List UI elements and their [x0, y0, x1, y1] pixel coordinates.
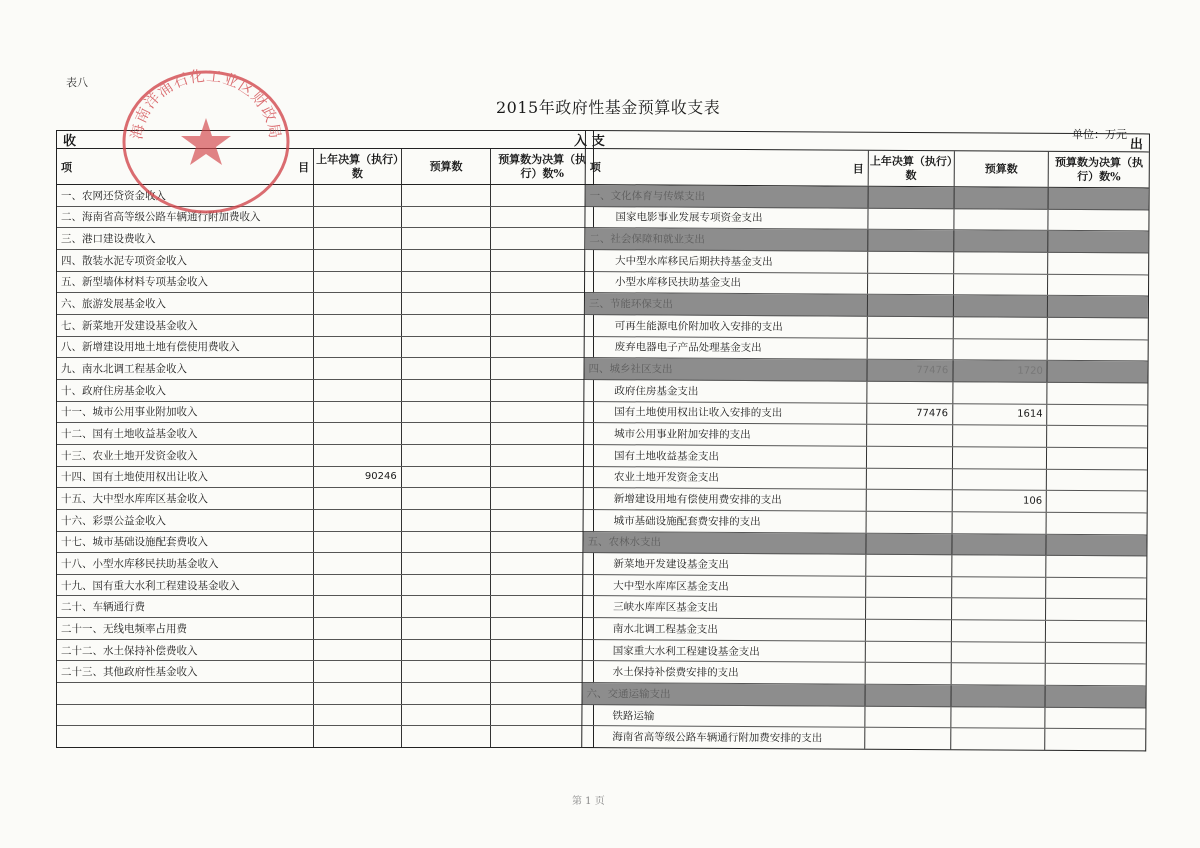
- row-prev-value: [866, 620, 952, 641]
- table-row: [582, 726, 1145, 750]
- row-item-name: 一、农网还贷资金收入: [57, 185, 314, 206]
- row-budget-value: [402, 337, 492, 358]
- row-ratio-value: [1047, 534, 1147, 555]
- row-ratio-value: [491, 683, 593, 704]
- table-row: [57, 661, 593, 683]
- row-prev-value: [314, 618, 402, 639]
- row-item-name: 十九、国有重大水利工程建设基金收入: [57, 575, 314, 596]
- row-item-name: 二、海南省高等级公路车辆通行附加费收入: [57, 207, 314, 228]
- row-budget-value: [951, 707, 1046, 728]
- row-prev-value: [314, 488, 402, 509]
- table-row: [57, 640, 593, 662]
- row-ratio-value: [491, 532, 593, 553]
- page-number: 第 1 页: [572, 796, 605, 807]
- row-ratio-value: [491, 293, 593, 314]
- row-item-name: 十一、城市公用事业附加收入: [57, 402, 314, 423]
- row-prev-value: [867, 468, 953, 489]
- row-ratio-value: [1047, 469, 1147, 490]
- row-ratio-value: [1048, 361, 1148, 382]
- row-budget-value: [952, 534, 1047, 555]
- row-ratio-value: [1047, 448, 1147, 469]
- row-item-name: 城市公用事业附加安排的支出: [584, 423, 867, 445]
- table-row: [57, 726, 593, 747]
- expense-table: [581, 130, 1150, 751]
- row-prev-value: [314, 445, 402, 466]
- row-ratio-value: [1049, 209, 1149, 230]
- table-row: [57, 228, 593, 250]
- row-budget-value: [952, 599, 1047, 620]
- row-budget-value: [952, 577, 1047, 598]
- row-prev-value: [314, 207, 402, 228]
- row-prev-value: [866, 533, 952, 554]
- row-prev-value: [867, 512, 953, 533]
- row-ratio-value: [491, 185, 593, 206]
- row-ratio-value: [1047, 513, 1147, 534]
- row-ratio-value: [491, 705, 593, 726]
- row-prev-value: [314, 185, 402, 206]
- table-row: [57, 380, 593, 402]
- row-item-name: 一、文化体育与传媒支出: [586, 185, 869, 207]
- row-ratio-value: [491, 315, 593, 336]
- row-budget-value: [402, 315, 492, 336]
- row-budget-value: [402, 510, 492, 531]
- row-ratio-value: [491, 402, 593, 423]
- row-budget-value: [952, 512, 1047, 533]
- row-item-name: 大中型水库库区基金支出: [583, 575, 866, 597]
- row-item-name: 十八、小型水库移民扶助基金收入: [57, 553, 314, 574]
- row-prev-value: [314, 228, 402, 249]
- row-budget-value: [402, 532, 492, 553]
- row-ratio-value: [1049, 231, 1149, 252]
- table-row: [57, 532, 593, 554]
- row-ratio-value: [1047, 491, 1147, 512]
- row-item-name: 海南省高等级公路车辆通行附加费安排的支出: [582, 726, 865, 748]
- column-header-ratio: 预算数为决算（执行）数%: [1054, 155, 1144, 183]
- row-ratio-value: [1049, 188, 1149, 209]
- row-prev-value: [314, 640, 402, 661]
- row-budget-value: [402, 207, 492, 228]
- row-item-name: 十三、农业土地开发资金收入: [57, 445, 314, 466]
- row-prev-value: [314, 380, 402, 401]
- row-item-name: 新增建设用地有偿使用费安排的支出: [584, 488, 867, 510]
- seal-text: 海南洋浦石化工业区财政局: [127, 66, 285, 141]
- column-header-item: 项 目: [586, 149, 869, 186]
- row-item-name: 南水北调工程基金支出: [583, 618, 866, 640]
- row-budget-value: [954, 296, 1049, 317]
- table-row: [57, 315, 593, 337]
- row-budget-value: [402, 705, 492, 726]
- row-ratio-value: [491, 596, 593, 617]
- row-prev-value: [314, 726, 402, 747]
- row-item-name: 废弃电器电子产品处理基金支出: [585, 337, 868, 359]
- row-budget-value: [402, 228, 492, 249]
- table-row: [57, 185, 593, 207]
- row-budget-value: [954, 252, 1049, 273]
- row-ratio-value: [491, 467, 593, 488]
- row-budget-value: [402, 467, 492, 488]
- row-prev-value: [314, 423, 402, 444]
- row-ratio-value: [1046, 729, 1146, 750]
- row-ratio-value: [1046, 643, 1146, 664]
- row-ratio-value: [1048, 296, 1148, 317]
- row-ratio-value: [491, 423, 593, 444]
- row-prev-value: 90246: [314, 467, 402, 488]
- row-ratio-value: [491, 272, 593, 293]
- row-budget-value: [402, 640, 492, 661]
- column-header-ratio: 预算数为决算（执行）数%: [498, 152, 587, 180]
- row-ratio-value: [491, 380, 593, 401]
- row-item-name: 五、农林水支出: [583, 531, 866, 553]
- row-ratio-value: [491, 207, 593, 228]
- row-ratio-value: [1048, 318, 1148, 339]
- row-prev-value: 77476: [867, 403, 953, 424]
- table-row: [57, 207, 593, 229]
- row-item-name: 二十、车辆通行费: [57, 596, 314, 617]
- row-budget-value: [402, 250, 492, 271]
- row-ratio-value: [491, 337, 593, 358]
- row-item-name: 十七、城市基础设施配套费收入: [57, 532, 314, 553]
- row-ratio-value: [491, 358, 593, 379]
- row-item-name: 国家重大水利工程建设基金支出: [583, 640, 866, 662]
- row-budget-value: 1614: [953, 404, 1048, 425]
- row-budget-value: 1720: [953, 361, 1048, 382]
- row-item-name: 十四、国有土地使用权出让收入: [57, 467, 314, 488]
- row-prev-value: [866, 555, 952, 576]
- row-budget-value: [954, 209, 1049, 230]
- table-row: [57, 358, 593, 380]
- row-ratio-value: [491, 726, 593, 747]
- table-row: [57, 553, 593, 575]
- table-row: [57, 575, 593, 597]
- row-item-name: 十二、国有土地收益基金收入: [57, 423, 314, 444]
- income-rows: [57, 185, 593, 747]
- unit-label: 单位：万元: [1072, 128, 1127, 141]
- column-header-item: 项 目: [57, 149, 314, 184]
- row-ratio-value: [491, 250, 593, 271]
- row-budget-value: [953, 339, 1048, 360]
- table-row: [57, 618, 593, 640]
- table-row: [57, 337, 593, 359]
- row-budget-value: [953, 469, 1048, 490]
- row-item-name: 大中型水库移民后期扶持基金支出: [585, 250, 868, 272]
- row-item-name: 城市基础设施配套费安排的支出: [584, 510, 867, 532]
- row-item-name: 国家电影事业发展专项资金支出: [585, 207, 868, 229]
- row-budget-value: [954, 231, 1049, 252]
- row-prev-value: [865, 728, 951, 749]
- row-item-name: 四、散装水泥专项资金收入: [57, 250, 314, 271]
- row-budget-value: [402, 488, 492, 509]
- row-budget-value: [953, 317, 1048, 338]
- row-item-name: 五、新型墙体材料专项基金收入: [57, 272, 314, 293]
- row-prev-value: [868, 295, 954, 316]
- page-title: 2015年政府性基金预算收支表: [496, 98, 721, 117]
- row-prev-value: [868, 208, 954, 229]
- row-budget-value: [402, 185, 492, 206]
- row-prev-value: [868, 317, 954, 338]
- row-item-name: 政府住房基金支出: [584, 380, 867, 402]
- section-label-left: 收: [63, 134, 77, 149]
- row-budget-value: [954, 274, 1049, 295]
- row-item-name: 六、旅游发展基金收入: [57, 293, 314, 314]
- row-budget-value: [402, 683, 492, 704]
- row-prev-value: [314, 661, 402, 682]
- row-budget-value: [402, 380, 492, 401]
- row-budget-value: [402, 726, 492, 747]
- table-row: [57, 445, 593, 467]
- row-budget-value: [951, 729, 1046, 750]
- row-budget-value: [402, 575, 492, 596]
- row-item-name: 铁路运输: [582, 705, 865, 727]
- row-item-name: 十、政府住房基金收入: [57, 380, 314, 401]
- row-budget-value: [402, 272, 492, 293]
- row-item-name: [57, 726, 314, 747]
- row-ratio-value: [491, 553, 593, 574]
- row-prev-value: [868, 338, 954, 359]
- column-header-prev: 上年决算（执行）数: [869, 151, 955, 187]
- row-ratio-value: [491, 510, 593, 531]
- row-ratio-value: [491, 445, 593, 466]
- row-prev-value: [865, 706, 951, 727]
- row-ratio-value: [1048, 383, 1148, 404]
- row-ratio-value: [1046, 599, 1146, 620]
- row-budget-value: [953, 447, 1048, 468]
- row-item-name: 十六、彩票公益金收入: [57, 510, 314, 531]
- row-prev-value: [866, 577, 952, 598]
- table-row: [57, 488, 593, 510]
- table-row: [57, 705, 593, 727]
- row-ratio-value: [491, 575, 593, 596]
- row-prev-value: [314, 402, 402, 423]
- row-budget-value: [402, 358, 492, 379]
- row-prev-value: [869, 187, 955, 208]
- row-prev-value: 77476: [867, 360, 953, 381]
- row-item-name: [57, 683, 314, 704]
- column-header-budget: 预算数: [402, 149, 492, 184]
- row-budget-value: [954, 187, 1049, 208]
- income-column-header: [57, 149, 593, 185]
- row-item-name: 二十二、水土保持补偿费收入: [57, 640, 314, 661]
- row-prev-value: [314, 553, 402, 574]
- row-prev-value: [314, 575, 402, 596]
- row-ratio-value: [1049, 253, 1149, 274]
- row-ratio-value: [491, 661, 593, 682]
- row-ratio-value: [491, 640, 593, 661]
- row-budget-value: [952, 620, 1047, 641]
- row-item-name: 三、节能环保支出: [585, 293, 868, 315]
- row-ratio-value: [491, 228, 593, 249]
- row-item-name: 国有土地收益基金支出: [584, 445, 867, 467]
- row-budget-value: [402, 596, 492, 617]
- row-item-name: 九、南水北调工程基金收入: [57, 358, 314, 379]
- row-item-name: 三峡水库库区基金支出: [583, 596, 866, 618]
- row-budget-value: [402, 445, 492, 466]
- row-budget-value: 106: [952, 490, 1047, 511]
- row-item-name: 新菜地开发建设基金支出: [583, 553, 866, 575]
- column-header-budget: 预算数: [954, 151, 1049, 187]
- row-prev-value: [314, 510, 402, 531]
- row-ratio-value: [1047, 556, 1147, 577]
- row-prev-value: [866, 663, 952, 684]
- row-budget-value: [402, 553, 492, 574]
- row-prev-value: [867, 447, 953, 468]
- table-row: [57, 293, 593, 315]
- section-label-right: 出: [1129, 137, 1143, 153]
- row-item-name: [57, 705, 314, 726]
- row-ratio-value: [1048, 404, 1148, 425]
- row-prev-value: [866, 642, 952, 663]
- row-budget-value: [951, 664, 1046, 685]
- row-budget-value: [402, 402, 492, 423]
- row-item-name: 农业土地开发资金支出: [584, 467, 867, 489]
- row-prev-value: [314, 315, 402, 336]
- row-budget-value: [402, 293, 492, 314]
- row-prev-value: [314, 272, 402, 293]
- row-ratio-value: [1046, 664, 1146, 685]
- row-budget-value: [952, 555, 1047, 576]
- row-item-name: 二、社会保障和就业支出: [585, 228, 868, 250]
- table-row: [57, 510, 593, 532]
- section-label-right: 入: [573, 134, 587, 149]
- income-section-header: [57, 131, 593, 149]
- expense-column-header: [586, 149, 1149, 188]
- row-item-name: 八、新增建设用地土地有偿使用费收入: [57, 337, 314, 358]
- row-prev-value: [867, 382, 953, 403]
- row-item-name: 二十三、其他政府性基金收入: [57, 661, 314, 682]
- row-budget-value: [951, 685, 1046, 706]
- row-prev-value: [314, 293, 402, 314]
- row-item-name: 十五、大中型水库库区基金收入: [57, 488, 314, 509]
- row-prev-value: [314, 250, 402, 271]
- row-prev-value: [314, 705, 402, 726]
- row-prev-value: [868, 252, 954, 273]
- row-item-name: 六、交通运输支出: [582, 683, 865, 705]
- row-prev-value: [865, 685, 951, 706]
- row-prev-value: [867, 425, 953, 446]
- column-header-prev: 上年决算（执行）数: [314, 149, 402, 184]
- table-row: [57, 250, 593, 272]
- row-budget-value: [402, 423, 492, 444]
- row-ratio-value: [1046, 621, 1146, 642]
- section-label-left: 支: [591, 134, 605, 150]
- row-prev-value: [314, 358, 402, 379]
- row-prev-value: [868, 273, 954, 294]
- row-ratio-value: [1046, 708, 1146, 729]
- table-row: [57, 402, 593, 424]
- row-budget-value: [402, 661, 492, 682]
- row-item-name: 三、港口建设费收入: [57, 228, 314, 249]
- table-row: [57, 596, 593, 618]
- row-prev-value: [314, 532, 402, 553]
- row-ratio-value: [1048, 274, 1148, 295]
- row-ratio-value: [1047, 578, 1147, 599]
- row-item-name: 可再生能源电价附加收入安排的支出: [585, 315, 868, 337]
- table-row: [57, 423, 593, 445]
- income-table: [56, 130, 594, 748]
- row-prev-value: [867, 490, 953, 511]
- row-budget-value: [953, 382, 1048, 403]
- table-label: 表八: [66, 76, 88, 89]
- row-prev-value: [866, 598, 952, 619]
- row-ratio-value: [491, 488, 593, 509]
- row-item-name: 国有土地使用权出让收入安排的支出: [584, 402, 867, 424]
- table-row: [57, 272, 593, 294]
- row-prev-value: [868, 230, 954, 251]
- row-prev-value: [314, 683, 402, 704]
- row-ratio-value: [1046, 686, 1146, 707]
- row-budget-value: [402, 618, 492, 639]
- row-ratio-value: [1047, 426, 1147, 447]
- row-ratio-value: [491, 618, 593, 639]
- table-row: [57, 683, 593, 705]
- row-item-name: 水土保持补偿费安排的支出: [583, 661, 866, 683]
- row-item-name: 七、新菜地开发建设基金收入: [57, 315, 314, 336]
- row-ratio-value: [1048, 339, 1148, 360]
- expense-rows: [582, 185, 1148, 750]
- row-prev-value: [314, 337, 402, 358]
- row-item-name: 小型水库移民扶助基金支出: [585, 272, 868, 294]
- row-item-name: 四、城乡社区支出: [584, 358, 867, 380]
- row-item-name: 二十一、无线电频率占用费: [57, 618, 314, 639]
- table-row: [57, 467, 593, 489]
- row-prev-value: [314, 596, 402, 617]
- row-budget-value: [953, 425, 1048, 446]
- row-budget-value: [951, 642, 1046, 663]
